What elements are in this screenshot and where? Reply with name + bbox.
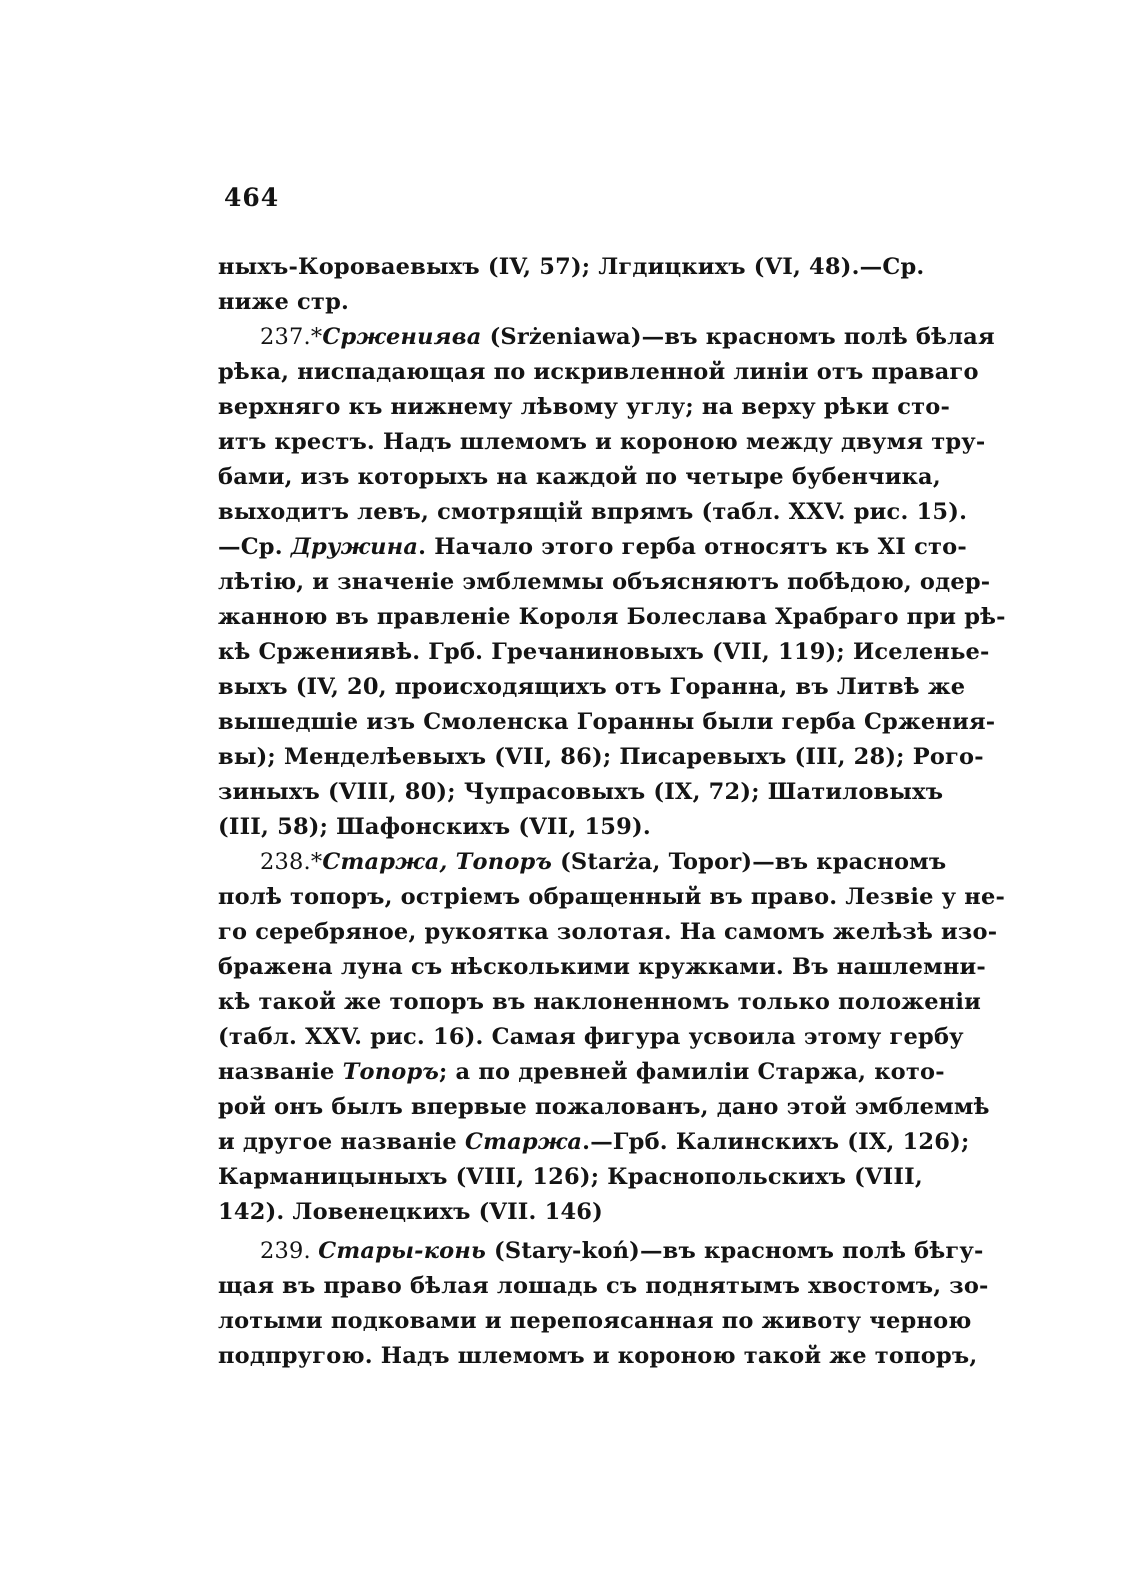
text-line: подпругою. Надъ шлемомъ и короною такой же топоръ, xyxy=(218,1343,978,1369)
text-line: 142). Ловенецкихъ (VII. 146) xyxy=(218,1199,604,1225)
text-line: кѣ Сржениявѣ. Грб. Гречаниновыхъ (VII, 119); Иселенье- xyxy=(218,639,990,665)
text-line: Карманицыныхъ (VIII, 126); Краснопольскихъ (VIII, xyxy=(218,1164,923,1190)
text-line: выходитъ левъ, смотрящій впрямъ (табл. XXV. рис. 15). xyxy=(218,499,968,525)
entry-name: Стары-конь xyxy=(318,1238,486,1264)
text-line: ныхъ-Коровaевыхъ (IV, 57); Лгдицкихъ (VI, 48).—Ср. xyxy=(218,254,925,280)
text-line xyxy=(218,530,967,565)
text-line: итъ крестъ. Надъ шлемомъ и короною между двумя тру- xyxy=(218,429,986,455)
text-line: вы); Менделѣевыхъ (VII, 86); Писаревыхъ (III, 28); Рого- xyxy=(218,744,984,770)
page-number: 464 xyxy=(224,183,280,212)
entry-heading-rest: (Starża, Topor)—въ красномъ xyxy=(552,849,947,875)
name-prefix: названіе xyxy=(218,1059,343,1085)
text-block xyxy=(218,250,1006,1374)
entry-237-heading xyxy=(218,320,995,355)
cf-name: Дружина xyxy=(290,534,419,560)
entry-heading-rest: (Srżeniawa)—въ красномъ полѣ бѣлая xyxy=(481,324,995,350)
entry-heading-rest: (Stary-koń)—въ красномъ полѣ бѣгу- xyxy=(486,1238,984,1264)
text-line: рѣка, ниспадающая по искривленной линіи отъ праваго xyxy=(218,359,979,385)
text-line: бами, изъ которыхъ на каждой по четыре бубенчика, xyxy=(218,464,941,490)
text-line: щая въ право бѣлая лошадь съ поднятымъ хвостомъ, зо- xyxy=(218,1273,989,1299)
text-line: лѣтію, и значеніе эмблеммы объясняютъ побѣдою, одер- xyxy=(218,569,991,595)
cf-prefix: —Ср. xyxy=(218,534,291,560)
entry-238-heading xyxy=(218,845,947,880)
entry-number: 239. xyxy=(260,1238,319,1264)
text-line: кѣ такой же топоръ въ наклоненномъ только положеніи xyxy=(218,989,982,1015)
text-line: ниже стр. xyxy=(218,289,350,315)
text-line: (табл. XXV. рис. 16). Самая фигура усвоила этому гербу xyxy=(218,1024,964,1050)
text-line: жанною въ правленіе Короля Болеслава Храбраго при рѣ- xyxy=(218,604,1006,630)
text-line: го серебряное, рукоятка золотая. На самомъ желѣзѣ изо- xyxy=(218,919,998,945)
name-alt: Топоръ xyxy=(342,1059,440,1085)
text-line: (III, 58); Шафонскихъ (VII, 159). xyxy=(218,814,651,840)
text-line: бражена луна съ нѣсколькими кружками. Въ нашлемни- xyxy=(218,954,986,980)
entry-name: Старжа, Топоръ xyxy=(322,849,553,875)
other-prefix: и другое названіе xyxy=(218,1129,465,1155)
text-line: рой онъ былъ впервые пожалованъ, дано этой эмблеммѣ xyxy=(218,1094,990,1120)
text-line: полѣ топоръ, остріемъ обращенный въ право. Лезвіе у не- xyxy=(218,884,1006,910)
other-name: Старжа xyxy=(464,1129,583,1155)
entry-name: Сржениява xyxy=(322,324,482,350)
name-rest: ; а по древней фамиліи Старжа, кото- xyxy=(439,1059,945,1085)
text-line xyxy=(218,1055,945,1090)
entry-239-heading xyxy=(218,1234,984,1269)
cf-rest: . Начало этого герба относятъ къ XI сто- xyxy=(418,534,967,560)
text-line: выхъ (IV, 20, происходящихъ отъ Горанна, въ Литвѣ же xyxy=(218,674,966,700)
text-line xyxy=(218,1125,970,1160)
text-line: вышедшіе изъ Смоленска Горанны были герба Сржения- xyxy=(218,709,996,735)
text-line: зиныхъ (VIII, 80); Чупрасовыхъ (IX, 72); Шатиловыхъ xyxy=(218,779,944,805)
entry-number: 237.* xyxy=(260,324,323,350)
entry-number: 238.* xyxy=(260,849,323,875)
text-line: верхняго къ нижнему лѣвому углу; на верху рѣки сто- xyxy=(218,394,951,420)
other-rest: .—Грб. Калинскихъ (IX, 126); xyxy=(582,1129,970,1155)
text-line: лотыми подковами и перепоясанная по животу черною xyxy=(218,1308,972,1334)
